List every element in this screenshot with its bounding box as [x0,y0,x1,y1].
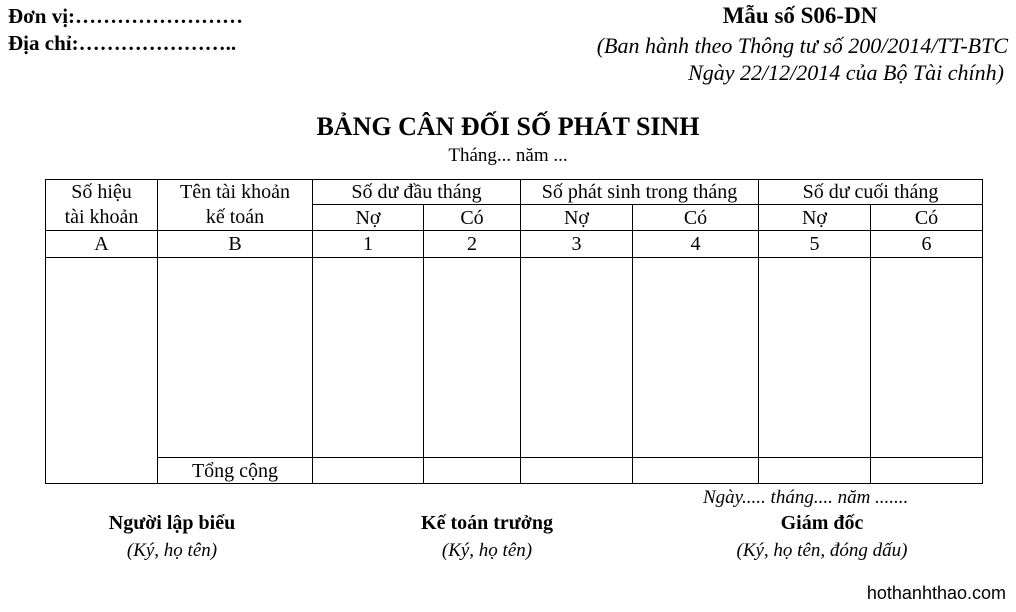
signing-date-line: Ngày..... tháng.... năm ....... [703,487,909,508]
document-title: BẢNG CÂN ĐỐI SỐ PHÁT SINH [316,112,700,141]
director-note: (Ký, họ tên, đóng dấu) [736,540,908,561]
body-cell-opening-credit [424,258,521,458]
header-movement-credit: Có [633,205,759,231]
index-cell: 1 [313,231,424,258]
header-closing-balance: Số dư cuối tháng [759,180,983,205]
index-cell: B [158,231,313,258]
period-subtitle: Tháng... năm ... [448,145,568,166]
website-watermark: hothanhthao.com [866,583,1006,603]
trial-balance-table [45,179,983,484]
index-cell: A [46,231,158,258]
decree-line-1: (Ban hành theo Thông tư số 200/2014/TT-BTC [596,33,1008,58]
director-role: Giám đốc [780,512,864,534]
address-label: Địa chỉ:………………….. [8,31,237,55]
header-account-number-line1: Số hiệu [71,181,132,203]
header-period-movement: Số phát sinh trong tháng [521,180,759,205]
index-cell: 4 [633,231,759,258]
preparer-role: Người lập biểu [108,512,236,534]
header-opening-debit: Nợ [313,205,424,231]
header-account-name-line1: Tên tài khoản [180,181,290,203]
decree-line-2: Ngày 22/12/2014 của Bộ Tài chính) [688,60,1004,85]
body-cell-closing-credit [871,258,983,458]
total-label: Tổng cộng [158,458,313,484]
header-closing-credit: Có [871,205,983,231]
signature-chief-accountant [337,512,637,562]
total-cell [871,458,983,484]
unit-label: Đơn vị:…………………… [8,4,244,28]
preparer-note: (Ký, họ tên) [126,540,218,561]
form-number: Mẫu số S06-DN [722,3,878,28]
header-closing-debit: Nợ [759,205,871,231]
accountant-note: (Ký, họ tên) [441,540,533,561]
index-cell: 6 [871,231,983,258]
total-cell [633,458,759,484]
header-account-number-line2: tài khoản [64,206,139,228]
signature-preparer [22,512,322,562]
index-cell: 3 [521,231,633,258]
index-cell: 2 [424,231,521,258]
signature-director [672,512,972,562]
header-account-number [46,180,158,231]
body-cell-account-number [46,258,158,484]
body-cell-movement-credit [633,258,759,458]
total-cell [521,458,633,484]
body-cell-closing-debit [759,258,871,458]
body-cell-account-name [158,258,313,458]
accountant-role: Kế toán trưởng [421,512,553,534]
header-movement-debit: Nợ [521,205,633,231]
body-cell-opening-debit [313,258,424,458]
header-account-name-line2: kế toán [205,206,265,228]
header-opening-credit: Có [424,205,521,231]
header-account-name [158,180,313,231]
total-cell [424,458,521,484]
body-cell-movement-debit [521,258,633,458]
header-opening-balance: Số dư đầu tháng [313,180,521,205]
total-cell [313,458,424,484]
index-cell: 5 [759,231,871,258]
total-cell [759,458,871,484]
